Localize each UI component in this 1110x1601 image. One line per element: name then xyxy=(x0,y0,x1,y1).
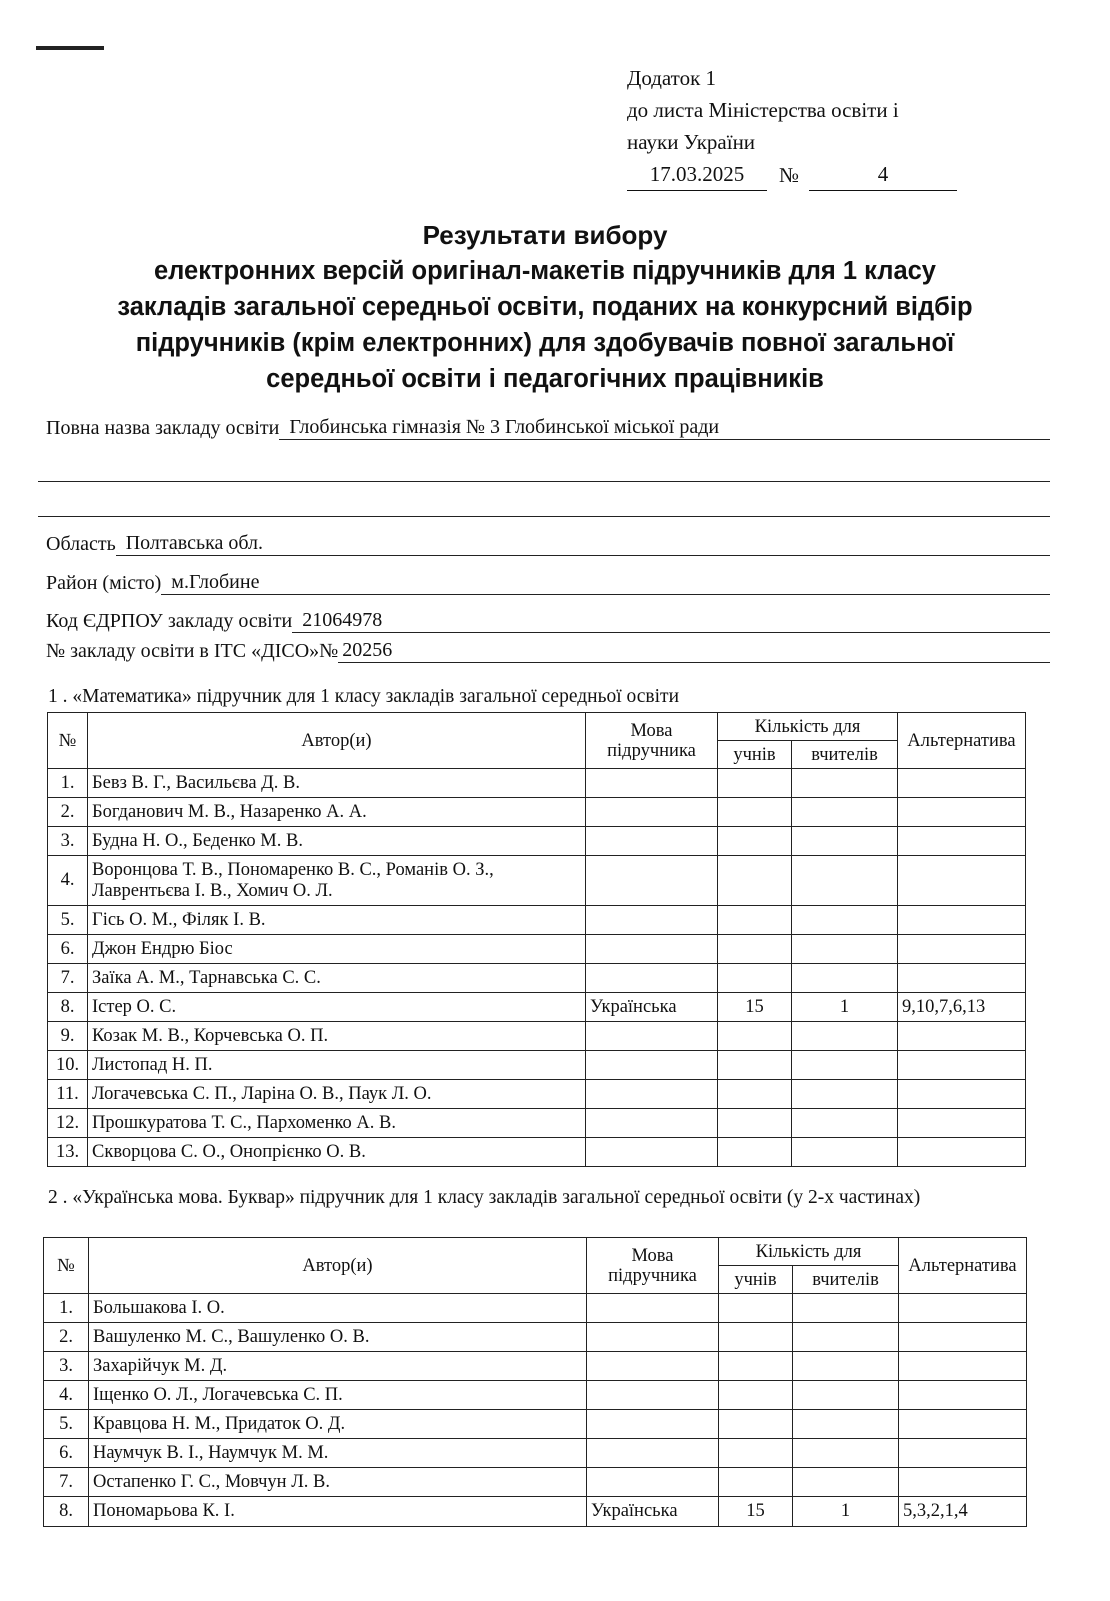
row-teachers xyxy=(793,1439,899,1468)
row-teachers xyxy=(793,1294,899,1323)
district-label: Район (місто) xyxy=(46,572,162,594)
row-students xyxy=(719,1294,793,1323)
title-line2: електронних версій оригінал-макетів підручників для 1 класу xyxy=(154,257,936,285)
row-students xyxy=(719,1439,793,1468)
row-alternative: 9,10,7,6,13 xyxy=(898,993,1026,1022)
row-alternative xyxy=(898,769,1026,798)
row-language: Українська xyxy=(586,993,718,1022)
row-students xyxy=(718,935,792,964)
addendum-date-row xyxy=(627,158,957,191)
row-authors: Заїка А. М., Тарнавська С. С. xyxy=(88,964,586,993)
row-students xyxy=(718,1138,792,1167)
addendum-block xyxy=(627,62,957,191)
row-number: 3. xyxy=(44,1352,89,1381)
row-authors: Листопад Н. П. xyxy=(88,1051,586,1080)
table-row xyxy=(48,1051,1026,1080)
row-alternative xyxy=(898,964,1026,993)
header-quantity: Кількість для xyxy=(719,1238,899,1266)
row-authors: Скворцова С. О., Онопрієнко О. В. xyxy=(88,1138,586,1167)
itc-label: № закладу освіти в ІТС «ДІСО»№ xyxy=(46,640,339,662)
row-students xyxy=(718,798,792,827)
row-language xyxy=(586,1022,718,1051)
row-authors: Захарійчук М. Д. xyxy=(89,1352,587,1381)
row-language xyxy=(586,1080,718,1109)
table-row xyxy=(48,935,1026,964)
edrpou-label: Код ЄДРПОУ закладу освіти xyxy=(46,610,293,632)
header-alternative: Альтернатива xyxy=(898,713,1026,769)
row-language xyxy=(586,964,718,993)
row-number: 2. xyxy=(48,798,88,827)
row-alternative xyxy=(898,856,1026,906)
row-authors: Богданович М. В., Назаренко А. А. xyxy=(88,798,586,827)
blank-line-1 xyxy=(38,481,1050,482)
region-field xyxy=(46,532,1050,556)
row-teachers: 1 xyxy=(793,1497,899,1527)
row-authors: Гісь О. М., Філяк І. В. xyxy=(88,906,586,935)
addendum-line2: до листа Міністерства освіти і xyxy=(627,98,899,122)
row-students xyxy=(719,1323,793,1352)
row-language xyxy=(586,906,718,935)
row-teachers xyxy=(792,1138,898,1167)
row-teachers xyxy=(792,856,898,906)
school-name-field xyxy=(46,416,1050,440)
table-row xyxy=(48,827,1026,856)
edrpou-value: 21064978 xyxy=(292,609,1050,633)
header-authors: Автор(и) xyxy=(88,713,586,769)
row-teachers xyxy=(792,935,898,964)
row-number: 1. xyxy=(44,1294,89,1323)
table-row xyxy=(44,1294,1027,1323)
row-language xyxy=(587,1294,719,1323)
row-language xyxy=(586,1138,718,1167)
row-language xyxy=(587,1323,719,1352)
row-authors: Прошкуратова Т. С., Пархоменко А. В. xyxy=(88,1109,586,1138)
row-alternative xyxy=(899,1352,1027,1381)
row-number: 4. xyxy=(48,856,88,906)
row-authors: Вашуленко М. С., Вашуленко О. В. xyxy=(89,1323,587,1352)
header-authors: Автор(и) xyxy=(89,1238,587,1294)
row-teachers xyxy=(792,1109,898,1138)
row-students xyxy=(718,827,792,856)
blank-line-2 xyxy=(38,516,1050,517)
row-number: 11. xyxy=(48,1080,88,1109)
table2-caption: 2 . «Українська мова. Буквар» підручник для 1 класу закладів загальної середньої освіти (у 2-х частинах) xyxy=(48,1187,921,1208)
itc-value: 20256 xyxy=(338,639,1050,663)
table1-body xyxy=(48,769,1026,1167)
row-students xyxy=(718,856,792,906)
document-title xyxy=(40,217,1050,397)
school-name-label: Повна назва закладу освіти xyxy=(46,417,280,439)
row-authors: Пономарьова К. І. xyxy=(89,1497,587,1527)
row-number: 7. xyxy=(44,1468,89,1497)
header-num: № xyxy=(48,713,88,769)
row-alternative xyxy=(898,1022,1026,1051)
table-row xyxy=(48,1080,1026,1109)
table-row xyxy=(48,906,1026,935)
row-number: 12. xyxy=(48,1109,88,1138)
row-number: 1. xyxy=(48,769,88,798)
row-number: 9. xyxy=(48,1022,88,1051)
bukvar-textbook-table xyxy=(43,1237,1027,1527)
district-value: м.Глобине xyxy=(161,571,1050,595)
header-language: Мова підручника xyxy=(587,1238,719,1294)
row-teachers xyxy=(793,1410,899,1439)
row-alternative xyxy=(899,1439,1027,1468)
table-row xyxy=(44,1497,1027,1527)
row-teachers: 1 xyxy=(792,993,898,1022)
row-language xyxy=(587,1410,719,1439)
table-row xyxy=(48,798,1026,827)
row-students xyxy=(718,769,792,798)
row-number: 3. xyxy=(48,827,88,856)
table-row xyxy=(44,1323,1027,1352)
row-students xyxy=(718,964,792,993)
row-teachers xyxy=(793,1468,899,1497)
row-alternative xyxy=(898,935,1026,964)
region-value: Полтавська обл. xyxy=(116,532,1050,556)
table-row xyxy=(48,964,1026,993)
row-alternative xyxy=(899,1294,1027,1323)
table-row xyxy=(48,1138,1026,1167)
header-teachers: вчителів xyxy=(792,741,898,769)
row-alternative xyxy=(899,1468,1027,1497)
row-students: 15 xyxy=(718,993,792,1022)
row-teachers xyxy=(793,1323,899,1352)
district-field xyxy=(46,571,1050,595)
row-students xyxy=(718,1022,792,1051)
row-language xyxy=(587,1439,719,1468)
table-row xyxy=(44,1439,1027,1468)
table-row xyxy=(44,1352,1027,1381)
row-authors: Козак М. В., Корчевська О. П. xyxy=(88,1022,586,1051)
edrpou-field xyxy=(46,609,1050,633)
row-alternative xyxy=(898,1109,1026,1138)
row-language xyxy=(586,935,718,964)
header-num: № xyxy=(44,1238,89,1294)
row-alternative xyxy=(898,1138,1026,1167)
row-teachers xyxy=(792,906,898,935)
row-authors: Логачевська С. П., Ларіна О. В., Паук Л. О. xyxy=(88,1080,586,1109)
row-teachers xyxy=(792,827,898,856)
row-students xyxy=(719,1352,793,1381)
row-alternative xyxy=(898,1080,1026,1109)
row-authors: Большакова І. О. xyxy=(89,1294,587,1323)
row-language xyxy=(586,856,718,906)
row-number: 8. xyxy=(44,1497,89,1527)
row-authors: Остапенко Г. С., Мовчун Л. В. xyxy=(89,1468,587,1497)
row-teachers xyxy=(792,1080,898,1109)
row-students xyxy=(718,906,792,935)
row-alternative xyxy=(898,798,1026,827)
table-row xyxy=(48,1022,1026,1051)
table-row xyxy=(48,856,1026,906)
row-teachers xyxy=(792,1051,898,1080)
row-alternative xyxy=(899,1381,1027,1410)
addendum-number-sign: № xyxy=(779,163,800,187)
row-authors: Кравцова Н. М., Придаток О. Д. xyxy=(89,1410,587,1439)
itc-field xyxy=(46,639,1050,663)
row-teachers xyxy=(792,769,898,798)
header-language: Мова підручника xyxy=(586,713,718,769)
row-authors: Джон Ендрю Біос xyxy=(88,935,586,964)
row-authors: Наумчук В. І., Наумчук М. М. xyxy=(89,1439,587,1468)
row-authors: Істер О. С. xyxy=(88,993,586,1022)
region-label: Область xyxy=(46,533,116,555)
title-line3: закладів загальної середньої освіти, поданих на конкурсний відбір xyxy=(117,293,973,321)
row-students xyxy=(718,1051,792,1080)
addendum-date: 17.03.2025 xyxy=(627,158,767,191)
row-number: 13. xyxy=(48,1138,88,1167)
row-number: 7. xyxy=(48,964,88,993)
row-alternative xyxy=(898,1051,1026,1080)
row-number: 5. xyxy=(48,906,88,935)
addendum-number: 4 xyxy=(809,158,957,191)
row-alternative xyxy=(898,906,1026,935)
school-name-value: Глобинська гімназія № 3 Глобинської міської ради xyxy=(279,416,1050,440)
row-number: 6. xyxy=(44,1439,89,1468)
row-language xyxy=(587,1381,719,1410)
row-number: 10. xyxy=(48,1051,88,1080)
table-row xyxy=(48,769,1026,798)
row-teachers xyxy=(793,1381,899,1410)
row-language: Українська xyxy=(587,1497,719,1527)
row-authors: Іщенко О. Л., Логачевська С. П. xyxy=(89,1381,587,1410)
row-alternative xyxy=(898,827,1026,856)
row-language xyxy=(587,1468,719,1497)
row-number: 5. xyxy=(44,1410,89,1439)
row-alternative: 5,3,2,1,4 xyxy=(899,1497,1027,1527)
row-language xyxy=(586,827,718,856)
addendum-line1: Додаток 1 xyxy=(627,66,717,90)
row-students xyxy=(718,1080,792,1109)
row-students xyxy=(719,1381,793,1410)
table-row xyxy=(48,993,1026,1022)
row-alternative xyxy=(899,1323,1027,1352)
addendum-line3: науки України xyxy=(627,130,756,154)
header-quantity: Кількість для xyxy=(718,713,898,741)
row-authors: Воронцова Т. В., Пономаренко В. С., Романів О. З., Лаврентьєва І. В., Хомич О. Л. xyxy=(88,856,586,906)
table-row xyxy=(48,1109,1026,1138)
row-students: 15 xyxy=(719,1497,793,1527)
header-students: учнів xyxy=(719,1266,793,1294)
row-authors: Бевз В. Г., Васильєва Д. В. xyxy=(88,769,586,798)
math-textbook-table xyxy=(47,712,1026,1167)
table-row xyxy=(44,1468,1027,1497)
row-language xyxy=(586,1051,718,1080)
header-alternative: Альтернатива xyxy=(899,1238,1027,1294)
row-number: 2. xyxy=(44,1323,89,1352)
table2-body xyxy=(44,1294,1027,1527)
row-students xyxy=(718,1109,792,1138)
table1-caption: 1 . «Математика» підручник для 1 класу закладів загальної середньої освіти xyxy=(48,686,679,707)
row-language xyxy=(586,798,718,827)
header-students: учнів xyxy=(718,741,792,769)
row-students xyxy=(719,1410,793,1439)
row-language xyxy=(587,1352,719,1381)
title-line1: Результати вибору xyxy=(422,220,668,250)
title-line4: підручників (крім електронних) для здобувачів повної загальної xyxy=(135,329,955,357)
corner-dash xyxy=(36,46,104,50)
row-teachers xyxy=(792,964,898,993)
row-language xyxy=(586,1109,718,1138)
row-language xyxy=(586,769,718,798)
header-teachers: вчителів xyxy=(793,1266,899,1294)
row-teachers xyxy=(792,798,898,827)
title-line5: середньої освіти і педагогічних працівників xyxy=(266,365,824,393)
row-teachers xyxy=(793,1352,899,1381)
row-number: 4. xyxy=(44,1381,89,1410)
table-row xyxy=(44,1410,1027,1439)
row-number: 8. xyxy=(48,993,88,1022)
row-authors: Будна Н. О., Беденко М. В. xyxy=(88,827,586,856)
row-alternative xyxy=(899,1410,1027,1439)
row-students xyxy=(719,1468,793,1497)
row-teachers xyxy=(792,1022,898,1051)
row-number: 6. xyxy=(48,935,88,964)
table-row xyxy=(44,1381,1027,1410)
